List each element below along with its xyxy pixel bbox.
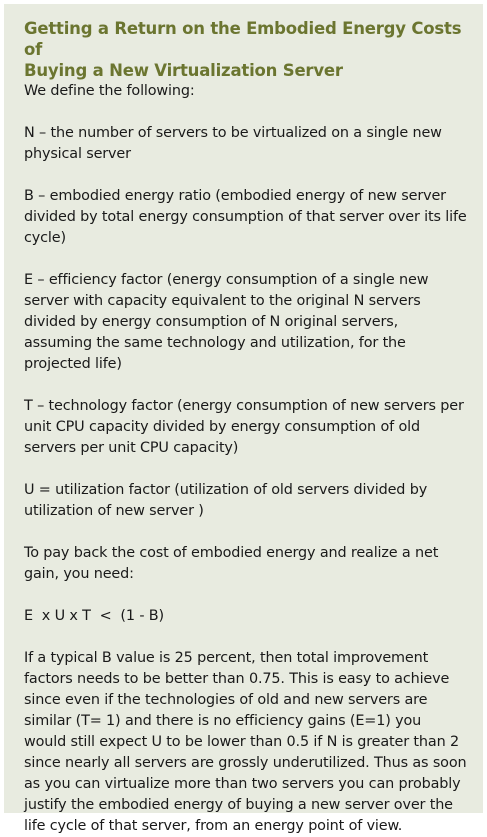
sidebar-box xyxy=(4,4,483,834)
definition-e: E – efficiency factor (energy consumption of a single new server with capacity equivalent to the original N servers divided by energy consumption of N original servers, assuming the same technology and utilization, for the projected life) xyxy=(24,272,429,372)
sidebar-title-line-1: Getting a Return on the Embodied Energy Costs of xyxy=(24,19,462,59)
definition-n: N – the number of servers to be virtualized on a single new physical server xyxy=(24,125,442,162)
definition-u: U = utilization factor (utilization of old servers divided by utilization of new server ) xyxy=(24,482,428,519)
payback-text: To pay back the cost of embodied energy and realize a net gain, you need: xyxy=(24,545,439,582)
intro-text: We define the following: xyxy=(24,83,195,99)
formula: E x U x T < (1 - B) xyxy=(24,608,164,624)
definition-t: T – technology factor (energy consumption of new servers per unit CPU capacity divided by energy consumption of old servers per unit CPU capacity) xyxy=(24,398,464,456)
conclusion-text: If a typical B value is 25 percent, then total improvement factors needs to be better than 0.75. This is easy to achieve since even if the technologies of old and new servers are similar (T= 1) and there is no efficiency gains (E=1) you would still expect U to be lower than 0.5 if N is greater than 2 since nearly all servers are grossly underutilized. Thus as soon as you can virtualize more than two servers you can probably justify the embodied energy of buying a new server over the life cycle of that server, from an energy point of view. xyxy=(24,650,467,834)
sidebar-title-line-2: Buying a New Virtualization Server xyxy=(24,61,343,80)
sidebar-title xyxy=(24,18,467,81)
definition-b: B – embodied energy ratio (embodied energy of new server divided by total energy consumption of that server over its life cycle) xyxy=(24,188,467,246)
